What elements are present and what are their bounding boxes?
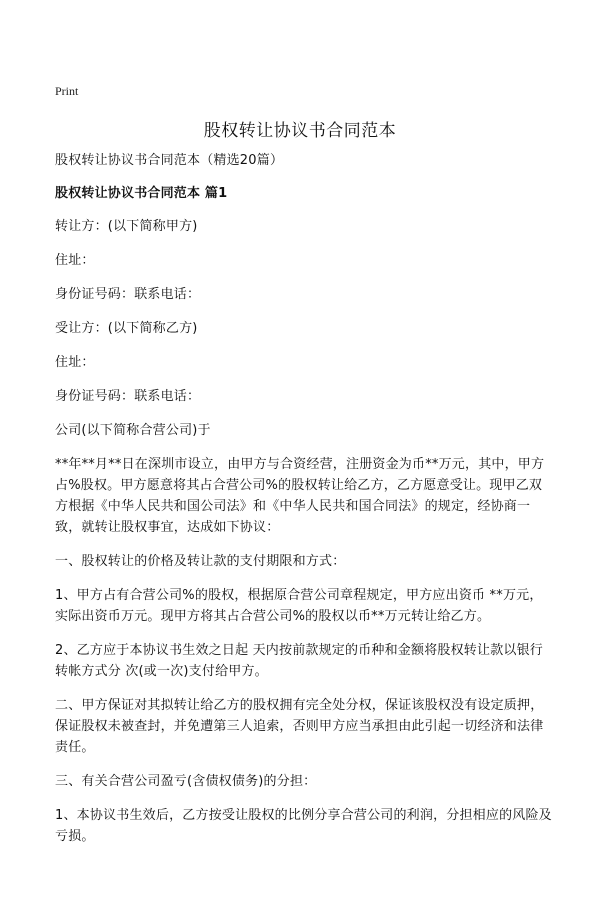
section-heading: 股权转让协议书合同范本 篇1 [55, 186, 228, 201]
document-title: 股权转让协议书合同范本 [203, 121, 397, 141]
paragraph-preamble: **年**月**日在深圳市设立，由甲方与合资经营，注册资金为币**万元，其中，甲方占%股权。甲方愿意将其占合营公司%的股权转让给乙方，乙方愿意受让。现甲乙双方根据《中华人民共和国公司法》和《中华人民共和国合同法》的规定，经协商一致，就转让股权事宜，达成如下协议： [55, 457, 545, 535]
paragraph-transferor: 转让方：(以下简称甲方) [55, 219, 198, 234]
document-subtitle: 股权转让协议书合同范本（精选20篇） [55, 153, 284, 168]
document-body [55, 150, 553, 860]
clause-one-heading: 一、股权转让的价格及转让款的支付期限和方式： [55, 554, 346, 569]
clause-two: 二、甲方保证对其拟转让给乙方的股权拥有完全处分权，保证该股权没有设定质押，保证股权未被查封，并免遭第三人追索，否则甲方应当承担由此引起一切经济和法律责任。 [55, 698, 544, 755]
clause-one-item-1: 1、甲方占有合营公司%的股权，根据原合营公司章程规定，甲方应出资币 **万元，实际出资币万元。现甲方将其占合营公司%的股权以币**万元转让给乙方。 [55, 588, 543, 624]
clause-one-item-2: 2、乙方应于本协议书生效之日起 天内按前款规定的币种和金额将股权转让款以银行转帐方式分 次(或一次)支付给甲方。 [55, 643, 544, 679]
paragraph-transferee: 受让方：(以下简称乙方) [55, 321, 198, 336]
paragraph-transferee-address: 住址： [55, 355, 95, 370]
paragraph-transferee-id: 身份证号码：联系电话： [55, 389, 201, 404]
paragraph-transferor-address: 住址： [55, 253, 95, 268]
clause-three-heading: 三、有关合营公司盈亏(含债权债务)的分担： [55, 774, 317, 789]
paragraph-transferor-id: 身份证号码：联系电话： [55, 287, 201, 302]
paragraph-company: 公司(以下简称合营公司)于 [55, 423, 211, 438]
clause-three-item-1: 1、本协议书生效后，乙方按受让股权的比例分享合营公司的利润，分担相应的风险及亏损。 [55, 808, 552, 844]
print-link[interactable]: Print [55, 84, 79, 98]
